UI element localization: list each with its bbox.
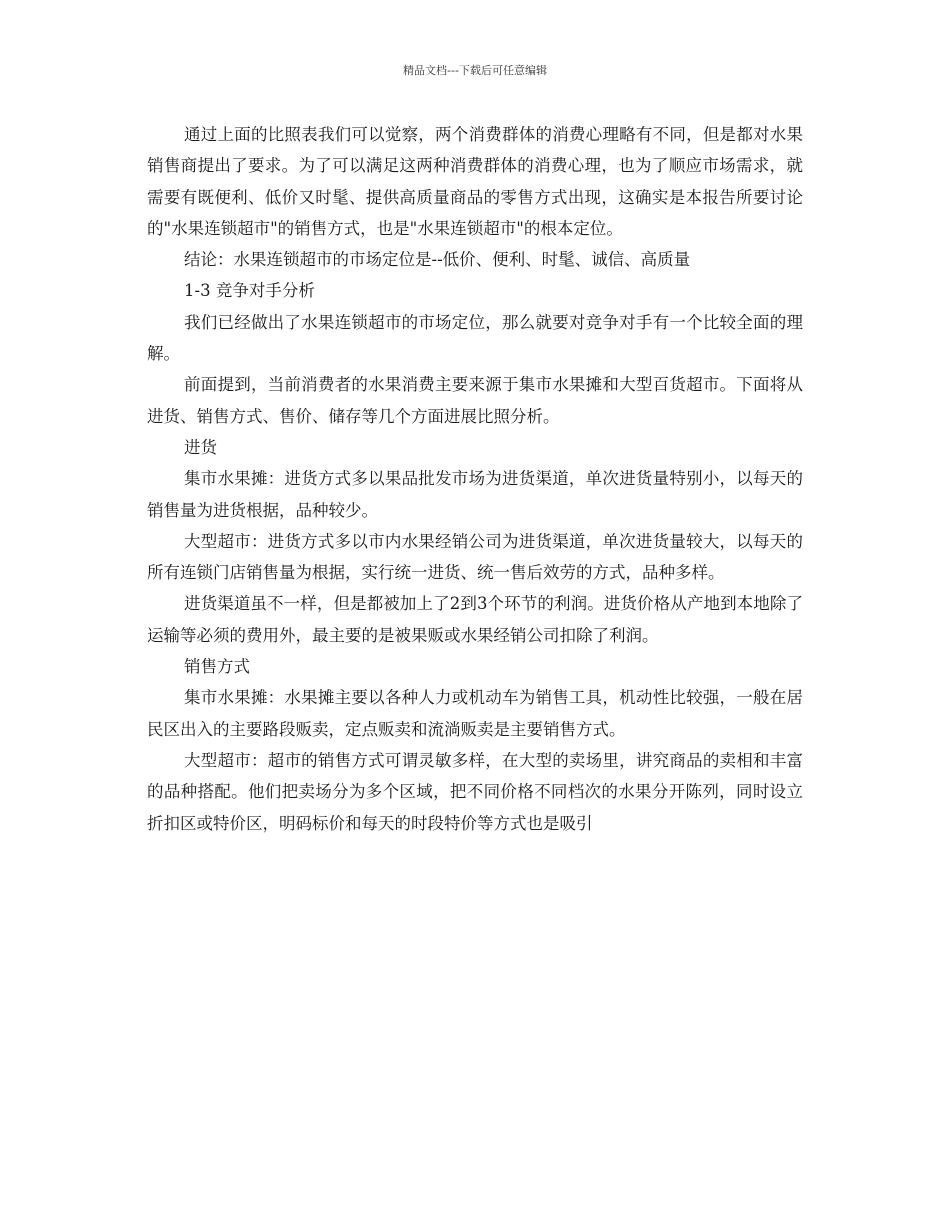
paragraph-competitor-intro: 我们已经做出了水果连锁超市的市场定位，那么就要对竞争对手有一个比较全面的理解。 [147, 312, 803, 364]
paragraph-stall-sales: 集市水果摊：水果摊主要以各种人力或机动车为销售工具，机动性比较强，一般在居民区出入的主要路段贩卖，定点贩卖和流淌贩卖是主要销售方式。 [147, 688, 803, 739]
paragraph-market-positioning: 通过上面的比照表我们可以觉察，两个消费群体的消费心理略有不同，但是都对水果销售商提出了要求。为了可以满足这两种消费群体的消费心理，也为了顺应市场需求，就需要有既便利、低价又时髦、提供高质量商品的零售方式出现，这确实是本报告所要讨论的"水果连锁超市"的销售方式，也是"水果连锁超市"的根本定位。 [147, 125, 803, 238]
page-header: 精品文档---下载后可任意编辑 [403, 64, 547, 77]
paragraph-supermarket-sales: 大型超市：超市的销售方式可谓灵敏多样，在大型的卖场里，讲究商品的卖相和丰富的品种搭配。他们把卖场分为多个区域，把不同价格不同档次的水果分开陈列，同时设立折扣区或特价区，明码标价和每天的时段特价等方式也是吸引 [147, 750, 803, 833]
paragraph-consumption-sources: 前面提到，当前消费者的水果消费主要来源于集市水果摊和大型百货超市。下面将从进货、销售方式、售价、储存等几个方面进展比照分析。 [147, 375, 803, 426]
subheading-purchasing: 进货 [184, 437, 217, 457]
document-body [147, 119, 803, 839]
section-heading-competitor-analysis: 1-3 竞争对手分析 [184, 281, 315, 301]
paragraph-purchasing-channels: 进货渠道虽不一样，但是都被加上了2到3个环节的利润。进货价格从产地到本地除了运输等必须的费用外，最主要的是被果贩或水果经销公司扣除了利润。 [147, 594, 803, 645]
paragraph-supermarket-purchasing: 大型超市：进货方式多以市内水果经销公司为进货渠道，单次进货量较大，以每天的所有连锁门店销售量为根据，实行统一进货、统一售后效劳的方式，品种多样。 [147, 531, 803, 583]
paragraph-stall-purchasing: 集市水果摊：进货方式多以果品批发市场为进货渠道，单次进货量特别小，以每天的销售量为进货根据，品种较少。 [147, 469, 803, 520]
paragraph-conclusion: 结论：水果连锁超市的市场定位是--低价、便利、时髦、诚信、高质量 [184, 250, 691, 270]
subheading-sales-methods: 销售方式 [184, 657, 250, 677]
